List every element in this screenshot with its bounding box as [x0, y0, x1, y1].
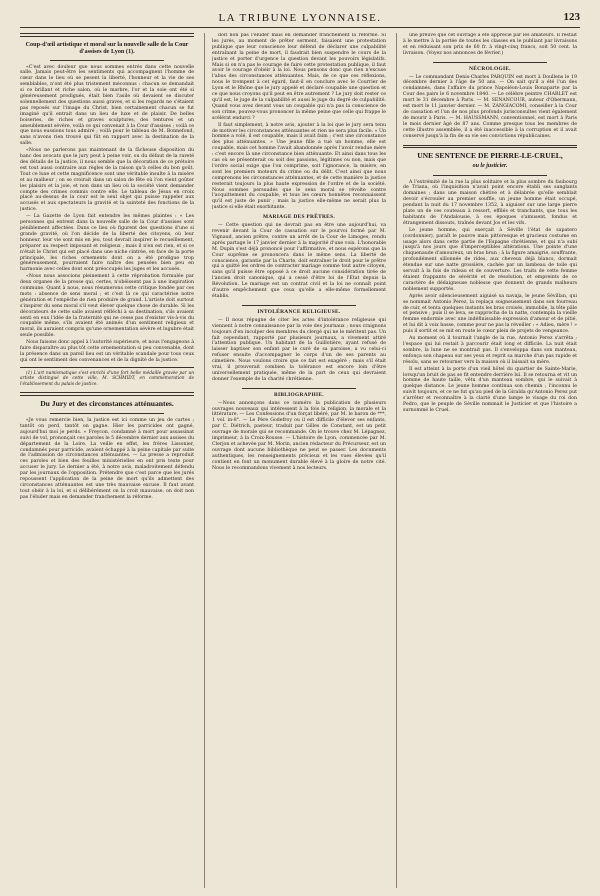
running-head: [20, 11, 580, 28]
separator: [403, 145, 577, 149]
separator: [50, 60, 164, 61]
column-3: [403, 33, 577, 891]
column-rule: [396, 33, 397, 888]
section-title: MARIAGE DES PRÊTRES.: [262, 214, 336, 221]
paragraph: Il faut simplement, à notre avis, ajouter à la loi que le jury sera tenu de motiver les circonstances atténuantes et rien ne sera plus facile. « Un homme a volé, il est coupable, mais il avait faim ; c'est une circonstance des plus atténuantes. » Une jeune fille a tué un homme, elle est coupable, mais cet homme l'avait abandonnée après l'avoir rendue mère : c'est encore là une circonstance bien atténuante. Et ainsi dans tous les cas où se présenterait ou soit des passions, légitimes ou non, mais que l'ordre social exige que l'on comprime, soit l'ignorance, la misère, en sont les premiers moteurs du crime ou du délit. C'est ainsi que nous comprenons les circonstances atténuantes, et de cette manière la justice resterait toujours la plus haute expression de l'ordre et de la société. Nous sommes persuadés que le sens moral se révolte contre l'acquittement du coupable, et tous les cœurs honnêtes reconnaissent qu'il est juste de punir ; mais la justice elle-même ne serait plus la justice si elle était exorbitante.: [212, 122, 386, 211]
section-title: NÉCROLOGIE.: [469, 65, 511, 72]
separator: [433, 62, 547, 63]
page-number: 123: [563, 11, 580, 23]
paragraph: — Cette question qui ne devrait pas en être une aujourd'hui, va revenir devant la Cour de cassation sur le pourvoi formé par M. Vignaud, ancien prêtre, contre un arrêt de la Cour de Limoges, rendu après partage le 17 janvier dernier à la majorité d'une voix. L'honorable M. Dupin s'est déjà prononcé pour l'affirmative, et nous espérons que la Cour suprême se prononcera dans le même sens. La liberté de conscience, garantie par la Charte, doit entraîner le droit pour le prêtre qui a quitté les ordres de contracter mariage comme tout autre citoyen, sans qu'il puisse être opposé à ce droit aucune considération tirée de l'ancien droit canonique, qui a cessé d'être loi de l'État depuis la Révolution. Le mariage est un contrat civil et la loi ne connaît point d'autre empêchement que ceux qu'elle a elle-même formellement établis.: [212, 223, 386, 299]
paragraph: — La Gazette de Lyon fait entendre les mêmes plaintes : « Les personnes qui entrent dans la nouvelle salle de la Cour d'assises sont péniblement affectées. Dans ce lieu où figurent des questions d'une si grande gravité, où l'on décide de la liberté des citoyens, où leur honneur, leur vie sont mis en jeu, tout devrait inspirer le recueillement, préparer au respect imposant et religieux ; mais il n'en est rien, et si ce n'était le Christ qui est placé dans une niche cintrée, en face de la porte principale, les riches ornements dont on a été prodigue trop généreusement, pourraient faire naître des pensées bien peu en harmonie avec celles dont sont préoccupés les juges et les accusés.: [20, 214, 194, 273]
article-heading: Coup-d'œil artistique et moral sur la nouvelle salle de la Cour d'assises de Lyon (1).: [25, 40, 189, 55]
paragraph: —Nous annonçons dans ce numéro la publication de plusieurs ouvrages nouveaux qui intéressent à la fois la religion, la morale et la littérature. — Les Confessions d'un forçat libéré, par M. le baron de ***, 1 vol. in-8°. — Le Père Godefroy ou il est difficile d'élever ses enfants, par C. Diétrich, pasteur, traduit par Gilles de Constant, est un petit ouvrage de morale qui se recommande. On le trouve chez M. Lépagnez, imprimeur, à la Croix-Rousse. — L'histoire de Lyon, commencée par M. Clerjon et achevée par M. Morin, ancien rédacteur du Précurseur, est un ouvrage dont aucune bibliothèque ne peut se passer. Les documents authentiques, les renseignements précieux et les vues élevées qu'il contient en font un monument durable élevé à la gloire de notre cité. Nous le recommandons vivement à nos lecteurs.: [212, 400, 386, 471]
paragraph: Après avoir silencieusement aiguisé sa navaja, le jeune Sévillan, qui se nommait Antonio Perez, la replaça soigneusement dans son fourreau de cuir, et tenta quelques instants les bras croisés, immobile, la tête pâle et pensive ; puis il se leva, se rapprocha de la natte, contempla la vieille femme endormie avec une indéfinissable expression d'amour et de pitié, et lui dit à voix basse, comme pour ne pas la réveiller : « Adieu, mère ! » puis il sortit et se mit en route le cœur plein de projets de vengeance.: [403, 293, 577, 335]
paragraph: Le jeune homme, qui exerçait à Séville l'état de sapatero (cordonnier), paraît le pauvre mais pittoresque et gracieux costume en usage alors dans cette partie de l'Espagne chrétienne, et qui n'a subi jusqu'à nos jours que d'imperceptibles altérations. Une pointe d'une chiquenaude d'amoureux, un bras brun ; à la figure amaigrie, souffrante, profondément sillonnée de rides, aux cheveux déjà blancs, dormait étendue sur une natte grossière, cachée par un lambeau de toile qui servait à la fois de rideau et de couverture. Les traits de cette femme étaient frappants de sévérité et de résolution, et empreints de ce caractère de dédaigneuse noblesse que donnent de grands malheurs noblement supportés.: [403, 227, 577, 292]
paragraph: Au moment où il tournait l'angle de la rue, Antonio Perez s'arrêta ; l'espace qui lui restait à parcourir était long et difficile. La nuit était sombre, la lune ne se montrait pas. Il s'enveloppa dans son manteau, enfonça son chapeau sur ses yeux et reprit sa marche d'un pas rapide et résolu, sans se retourner vers la maison où il laissait sa mère.: [403, 336, 577, 365]
paragraph: «Je vous remercie bien, la justice est ici comme un jeu de cartes ; tantôt on perd, tantôt on gagne. Hier les parricides ont gagné, aujourd'hui moi je perds. » Freycon, condamné à mort pour assassinat suivi de vol, prononçait ces paroles le 5 décembre dernier aux assises du département de la Loire. La veille en effet, les frères Lissonier, condamnés pour parricide, avaient échappé à la peine capitale par suite de l'admission de circonstances atténuantes. — La presse a reproduit ces paroles et bien des feuilles ministérielles en ont pris texte pour accuser le jury. Le dernier a été, à notre avis, maladroitement défendu par les journaux de l'opposition. Prétendre que c'est parce que les jurés repoussent l'application de la peine de mort qu'ils admettent des circonstances atténuantes est une très mauvaise excuse. Il faut avant tout obéir à la loi, et si délibérément on la croit mauvaise, on doit non pas l'éluder mais en demander franchement la réforme.: [20, 418, 194, 500]
article-subheading: ou le justicier.: [472, 162, 508, 169]
paragraph: doit non pas l'éluder mais en demander franchement la réforme. Si les jurés, au moment de prêter serment, faisaient une protestation publique que leur conscience leur défend de déclarer une culpabilité entraînant la peine de mort, il faudrait bien suspendre le cours de la justice et porter d'urgence la question devant les pouvoirs législatifs. Mais si on n'a pas le courage de faire cette protestation publique, il faut avoir le courage d'obéir à la loi. Nous pensons donc que rien n'excuse l'abus des circonstances atténuantes. Mais, de ce que ces réflexions, nous le trompent à cet égard, faut-il en conclure avec le Courrier de Lyon et le Rhône que le jury appelé et déclaré coupable une question et ce que nous croyons qu'il peut en être autrement ? Le jury doit rester ce qu'il est, le juge de la culpabilité et aussi le juge du degré de culpabilité. Quand vous avez devant vous un coupable qui n'a pas la conscience de son crime, pouvez-vous prononcer la même peine que celle qui frappe le scélérat endurci ?: [212, 33, 386, 121]
paragraph: — Le commandant Denis-Charles PARQUIN est mort à Doullens le 19 décembre dernier à l'âge de 50 ans. — On sait qu'il a été l'un des condamnés, dans l'affaire du prince Napoléon-Louis Bonaparte par la Cour des pairs le 6 novembre 1840. — Le célèbre peintre CHARLET est mort le 31 décembre à Paris. — M. SENANCOUR, auteur d'Obermann, est mort le 11 janvier dernier. — M. ZANGIACOMI, conseiller à la Cour de cassation et l'un de nos plus profonds jurisconsultes vient également de mourir à Paris. — M. HAUSSMANN, conventionnel, est mort à Paris le mois dernier âgé de 87 ans. Comme presque tous les membres de cette illustre assemblée, il a été inaccessible à la corruption et il avait conservé jusqu'à la fin de sa vie ses convictions républicaines.: [403, 74, 577, 139]
separator: [242, 305, 356, 306]
paragraph: — Il nous répugne de citer les actes d'intolérance religieuse qui viennent à notre connaissance par la voie des journaux ; nous craignons toujours d'en inculper des membres du clergé qui ne le méritent pas. Un fait cependant, rapporté par plusieurs journaux, a vivement attiré l'attention publique. Un habitant de la Guillotière, ayant refusé de laisser baptiser son enfant par le curé de sa paroisse, a vu celui-ci refuser ensuite d'accompagner le corps d'un de ses parents au cimetière. Nous voulons croire que ce fait est exagéré ; mais s'il était vrai, il prouverait combien la tolérance est encore loin d'être universellement pratiquée, même de la part de ceux qui devraient donner l'exemple de la charité chrétienne.: [212, 317, 386, 382]
article-heading: Du Jury et des circonstances atténuantes.: [40, 398, 174, 408]
separator: [242, 388, 356, 389]
article-heading: UNE SENTENCE DE PIERRE-LE-CRUEL,: [417, 151, 563, 160]
paragraph: «Nous ne parlerons pas maintenant de la fâcheuse disposition du banc des avocats que le jury peut à peine voir, ou du défaut de la rareté des détails de la justice, il nous semble que la décoration de ce prétoire est tout aussi contraire aux règles de la raison qu'à celles du bon goût. Tout ce luxe et cette magnificence sont une véritable insulte à la misère et au malheur ; on se croirait dans un salon de fête où l'on vient goûter les plaisirs et la joie, et non dans un lieu où la société vient demander compte des crimes commis contre elle. Le tableau de Jésus en croix placé au-dessus de la cour est le seul objet qui puisse rappeler aux accusés et aux spectateurs la gravité et la sainteté des fonctions de la justice.: [20, 148, 194, 213]
separator: [20, 33, 194, 37]
footnote: (1) L'art numismatique s'est enrichi d'une fort belle médaille gravée par un artiste distingué de cette ville, M. SCHMIDT, en commémoration de l'établissement du palais de justice.: [20, 370, 194, 387]
paragraph: Nous faisons donc appel à l'autorité supérieure, et nous l'engageons à faire disparaître au plus tôt cette ornementation si peu convenable, dont la présence dans un pareil lieu est un véritable scandale pour tous ceux qui ont le sentiment des convenances et de la dignité de la justice.: [20, 340, 194, 363]
column-2: [212, 33, 386, 891]
separator: [50, 413, 164, 414]
separator: [433, 175, 547, 176]
separator: [20, 367, 194, 368]
paragraph: «Nous nous associons pleinement à cette réprobation formulée par deux organes de la presse qui, certes, n'obéissent pas à une inspiration commune. Quant à nous, nous résumerons cette critique fondée par ces mots : absence de sens moral ; et c'est là ce qui caractérise notre génération et l'empêche de rien produire de grand. L'artiste doit surtout s'inspirer du sens moral s'il veut élever quelque chose de durable. Si les décorateurs de cette salle avaient réfléchi à sa destination, s'ils avaient senti en eux l'idée de la fraternité qui ne cesse pas d'exister vis-à-vis du coupable même, s'ils avaient été animés d'un sentiment religieux et moral, ils auraient compris qu'une ornementation sévère et lugubre était seule possible.: [20, 274, 194, 339]
paragraph: une preuve que cet ouvrage a été apprécié par les amateurs. Il restait à le mettre à la portée de toutes les classes en le publiant par livraisons et en réduisant son prix de 60 fr. à vingt-cinq francs, soit 50 cent. la livraison. (Voyez nos annonces de février.): [403, 33, 577, 56]
running-title: LA TRIBUNE LYONNAISE.: [218, 12, 382, 24]
paragraph: «C'est avec douleur que nous sommes entrés dans cette nouvelle salle. Jamais peut-être les sentiments qui accompagnent l'homme de cœur dans le lieu où se pesent la liberté, l'honneur et la vie de ses semblables, n'ont été plus tristement méconnus : chacun se demandait si ce brillant et riche salon, où le marbre, l'or et la soie ont été si généreusement prodigués, était bien l'asile où devaient se discuter solennellement des questions aussi graves, et si les regards ne s'étaient pas reposés sur l'image du Christ, bien certainement chacun se fut imaginé qu'il entrait dans un lieu de luxe et de plaisir. De belles boiseries, de riches et graves sculptures, des tentures et un ameublement sévère, voilà ce qui convenait à la Cour d'assises ; voilà ce que nous eussions tous admiré ; voilà pour le tableau de M. Bonnefond, sans n'avons rien trouvé qui fût en rapport avec la destination de la salle.: [20, 64, 194, 147]
column-1: [20, 33, 194, 891]
paragraph: Il est atteint à la porte d'un vieil hôtel du quartier de Sainte-Marie, lorsqu'un bruit de pas se fit entendre derrière lui. Il se retourna et vit un homme de haute taille, vêtu d'un manteau sombre, qui le suivait à quelque distance. Le jeune homme continua son chemin ; l'inconnu le suivit toujours, et ce ne fut qu'au pied de la Giralda qu'Antonio Perez put s'arrêter et reconnaître à la clarté d'une lampe le visage du roi don Pedro, que le peuple de Séville nommait le Justicier et que l'histoire a surnommé le Cruel.: [403, 366, 577, 413]
separator: [20, 392, 194, 396]
paragraph: A l'extrémité de la rue la plus solitaire et la plus sombre du faubourg de Triana, où l'inquisition n'avait point encore établi ses sanglants domaines ; dans une maison chétive et à délabrée qu'elle semblait devoir s'écrouler au premier souffle, un jeune homme était occupé, pendant la nuit du 17 novembre 1352, à aiguiser sur une large pierre plate un de ces couteaux à ressort, effilés et tranchants, que tous les habitants de l'Andalousie, à ces époques s'amusent, fondus et étrangement dissouts, traînés devant Jos et les vifs.: [403, 179, 577, 226]
column-rule: [204, 33, 205, 888]
section-title: BIBLIOGRAPHIE.: [274, 391, 324, 398]
section-title: INTOLÉRANCE RELIGIEUSE.: [257, 308, 341, 315]
